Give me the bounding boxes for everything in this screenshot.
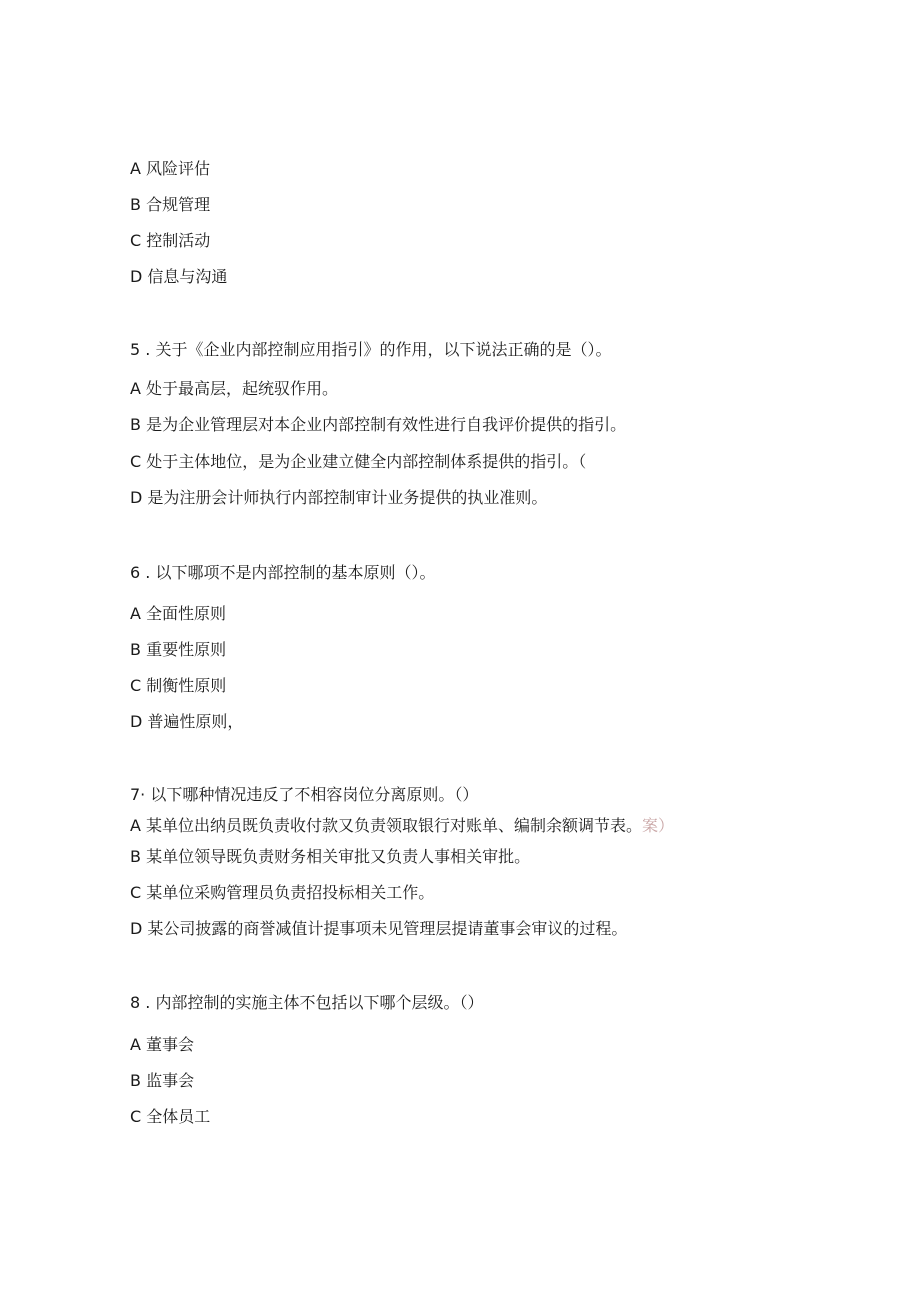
q5-stem: 5 . 关于《企业内部控制应用指引》的作用，以下说法正确的是（）。 bbox=[130, 340, 612, 359]
q5-option-d: D 是为注册会计师执行内部控制审计业务提供的执业准则。 bbox=[130, 488, 548, 507]
q6-stem: 6 . 以下哪项不是内部控制的基本原则（）。 bbox=[130, 563, 436, 582]
q7-option-c: C 某单位采购管理员负责招投标相关工作。 bbox=[130, 883, 435, 902]
q8-stem: 8 . 内部控制的实施主体不包括以下哪个层级。（） bbox=[130, 993, 484, 1012]
q5-option-b: B 是为企业管理层对本企业内部控制有效性进行自我评价提供的指引。 bbox=[130, 415, 627, 434]
q6-option-c: C 制衡性原则 bbox=[130, 676, 227, 695]
q6-option-a: A 全面性原则 bbox=[130, 604, 227, 623]
q6-option-b: B 重要性原则 bbox=[130, 640, 227, 659]
q8-option-a: A 董事会 bbox=[130, 1035, 195, 1054]
q7-option-d: D 某公司披露的商誉减值计提事项未见管理层提请董事会审议的过程。 bbox=[130, 919, 628, 938]
q7-option-a-bleed-text: 案） bbox=[642, 816, 675, 835]
q7-option-a bbox=[130, 815, 674, 837]
q6-option-d: D 普遍性原则， bbox=[130, 712, 244, 731]
q4-option-a: A 风险评估 bbox=[130, 159, 211, 178]
q4-option-c: C 控制活动 bbox=[130, 231, 211, 250]
q8-option-b: B 监事会 bbox=[130, 1071, 195, 1090]
q4-option-b: B 合规管理 bbox=[130, 195, 211, 214]
q7-option-a-text: A 某单位出纳员既负责收付款又负责领取银行对账单、编制余额调节表。 bbox=[130, 816, 643, 835]
q7-stem: 7· 以下哪种情况违反了不相容岗位分离原则。（） bbox=[130, 785, 479, 804]
q4-option-d: D 信息与沟通 bbox=[130, 267, 228, 286]
q5-option-c: C 处于主体地位，是为企业建立健全内部控制体系提供的指引。（ bbox=[130, 452, 587, 471]
q7-option-b: B 某单位领导既负责财务相关审批又负责人事相关审批。 bbox=[130, 847, 531, 866]
q5-option-a: A 处于最高层，起统驭作用。 bbox=[130, 379, 339, 398]
q8-option-c: C 全体员工 bbox=[130, 1107, 211, 1126]
